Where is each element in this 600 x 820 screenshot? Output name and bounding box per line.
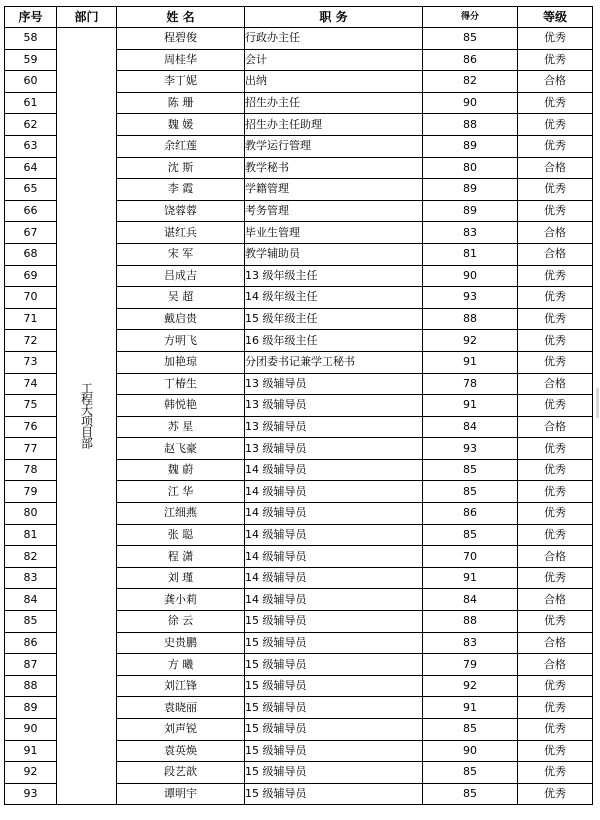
grade: 优秀: [518, 351, 593, 373]
row-number: 73: [5, 351, 57, 373]
person-name: 加艳琼: [117, 351, 245, 373]
person-name: 段艺歆: [117, 762, 245, 784]
score: 88: [423, 114, 518, 136]
row-number: 81: [5, 524, 57, 546]
score: 70: [423, 546, 518, 568]
score: 89: [423, 200, 518, 222]
grade: 优秀: [518, 762, 593, 784]
person-name: 韩悦艳: [117, 395, 245, 417]
job-title: 14 级辅导员: [245, 481, 423, 503]
score: 88: [423, 611, 518, 633]
person-name: 徐 云: [117, 611, 245, 633]
job-title: 14 级辅导员: [245, 567, 423, 589]
header-title: 职 务: [245, 7, 423, 28]
score: 85: [423, 524, 518, 546]
score: 85: [423, 459, 518, 481]
grade: 优秀: [518, 438, 593, 460]
grade: 优秀: [518, 567, 593, 589]
row-number: 93: [5, 783, 57, 805]
row-number: 76: [5, 416, 57, 438]
job-title: 13 级辅导员: [245, 373, 423, 395]
table-body: [5, 28, 593, 805]
score: 89: [423, 179, 518, 201]
row-number: 58: [5, 28, 57, 50]
score: 85: [423, 762, 518, 784]
person-name: 方明飞: [117, 330, 245, 352]
job-title: 16 级年级主任: [245, 330, 423, 352]
score: 78: [423, 373, 518, 395]
row-number: 66: [5, 200, 57, 222]
row-number: 64: [5, 157, 57, 179]
job-title: 毕业生管理: [245, 222, 423, 244]
department-label: 工程大项目部: [79, 381, 94, 448]
score: 86: [423, 49, 518, 71]
score: 85: [423, 783, 518, 805]
job-title: 考务管理: [245, 200, 423, 222]
grade: 优秀: [518, 308, 593, 330]
score: 85: [423, 719, 518, 741]
score: 83: [423, 632, 518, 654]
person-name: 袁英焕: [117, 740, 245, 762]
person-name: 龚小莉: [117, 589, 245, 611]
person-name: 史贵鹏: [117, 632, 245, 654]
score: 93: [423, 438, 518, 460]
score: 85: [423, 481, 518, 503]
score: 89: [423, 135, 518, 157]
person-name: 李丁妮: [117, 71, 245, 93]
header-grade: 等级: [518, 7, 593, 28]
score: 92: [423, 675, 518, 697]
row-number: 84: [5, 589, 57, 611]
job-title: 14 级辅导员: [245, 459, 423, 481]
row-number: 87: [5, 654, 57, 676]
grade: 优秀: [518, 524, 593, 546]
job-title: 会计: [245, 49, 423, 71]
job-title: 13 级年级主任: [245, 265, 423, 287]
header-name: 姓 名: [117, 7, 245, 28]
grade: 优秀: [518, 611, 593, 633]
job-title: 15 级辅导员: [245, 654, 423, 676]
row-number: 78: [5, 459, 57, 481]
job-title: 行政办主任: [245, 28, 423, 50]
row-number: 68: [5, 243, 57, 265]
score: 85: [423, 28, 518, 50]
score: 82: [423, 71, 518, 93]
grade: 优秀: [518, 330, 593, 352]
row-number: 61: [5, 92, 57, 114]
score: 91: [423, 395, 518, 417]
grade: 优秀: [518, 740, 593, 762]
job-title: 13 级辅导员: [245, 438, 423, 460]
grade: 优秀: [518, 114, 593, 136]
grade: 优秀: [518, 675, 593, 697]
header-dept: 部门: [57, 7, 117, 28]
grade: 优秀: [518, 92, 593, 114]
grade: 优秀: [518, 265, 593, 287]
row-number: 85: [5, 611, 57, 633]
row-number: 86: [5, 632, 57, 654]
person-name: 刘声锐: [117, 719, 245, 741]
score: 81: [423, 243, 518, 265]
grade: 优秀: [518, 719, 593, 741]
job-title: 14 级辅导员: [245, 589, 423, 611]
table-header-row: [5, 7, 593, 28]
job-title: 15 级辅导员: [245, 719, 423, 741]
grade: 优秀: [518, 135, 593, 157]
person-name: 吴 超: [117, 287, 245, 309]
row-number: 77: [5, 438, 57, 460]
job-title: 教学秘书: [245, 157, 423, 179]
person-name: 谭明宇: [117, 783, 245, 805]
job-title: 出纳: [245, 71, 423, 93]
row-number: 89: [5, 697, 57, 719]
job-title: 13 级辅导员: [245, 416, 423, 438]
person-name: 吕成吉: [117, 265, 245, 287]
grade: 优秀: [518, 783, 593, 805]
grade: 合格: [518, 243, 593, 265]
row-number: 60: [5, 71, 57, 93]
row-number: 75: [5, 395, 57, 417]
grade: 合格: [518, 546, 593, 568]
grade: 优秀: [518, 481, 593, 503]
score: 79: [423, 654, 518, 676]
row-number: 82: [5, 546, 57, 568]
score: 93: [423, 287, 518, 309]
score: 83: [423, 222, 518, 244]
row-number: 65: [5, 179, 57, 201]
grade: 合格: [518, 589, 593, 611]
scrollbar-thumb[interactable]: [596, 388, 599, 418]
job-title: 15 级辅导员: [245, 740, 423, 762]
person-name: 沈 斯: [117, 157, 245, 179]
grade: 优秀: [518, 49, 593, 71]
job-title: 15 级辅导员: [245, 762, 423, 784]
grade: 合格: [518, 373, 593, 395]
row-number: 90: [5, 719, 57, 741]
row-number: 59: [5, 49, 57, 71]
person-name: 饶蓉蓉: [117, 200, 245, 222]
grade: 优秀: [518, 697, 593, 719]
job-title: 15 级辅导员: [245, 697, 423, 719]
person-name: 宋 军: [117, 243, 245, 265]
person-name: 袁晓丽: [117, 697, 245, 719]
grade: 合格: [518, 157, 593, 179]
score: 90: [423, 265, 518, 287]
job-title: 15 级年级主任: [245, 308, 423, 330]
person-name: 李 霞: [117, 179, 245, 201]
job-title: 15 级辅导员: [245, 783, 423, 805]
job-title: 15 级辅导员: [245, 675, 423, 697]
job-title: 学籍管理: [245, 179, 423, 201]
person-name: 周桂华: [117, 49, 245, 71]
person-name: 魏 媛: [117, 114, 245, 136]
job-title: 教学运行管理: [245, 135, 423, 157]
grade: 优秀: [518, 459, 593, 481]
job-title: 14 级辅导员: [245, 546, 423, 568]
score: 90: [423, 740, 518, 762]
person-name: 刘 瑾: [117, 567, 245, 589]
person-name: 戴启贵: [117, 308, 245, 330]
row-number: 69: [5, 265, 57, 287]
grade: 优秀: [518, 28, 593, 50]
grade: 合格: [518, 632, 593, 654]
score: 91: [423, 351, 518, 373]
person-name: 江 华: [117, 481, 245, 503]
person-name: 江细燕: [117, 503, 245, 525]
score: 92: [423, 330, 518, 352]
grade: 合格: [518, 416, 593, 438]
job-title: 14 级辅导员: [245, 524, 423, 546]
grade: 合格: [518, 71, 593, 93]
grade: 合格: [518, 654, 593, 676]
table-row: [5, 28, 593, 50]
person-name: 苏 星: [117, 416, 245, 438]
row-number: 63: [5, 135, 57, 157]
row-number: 71: [5, 308, 57, 330]
row-number: 72: [5, 330, 57, 352]
person-name: 谌红兵: [117, 222, 245, 244]
person-name: 陈 珊: [117, 92, 245, 114]
score: 90: [423, 92, 518, 114]
header-score: 得分: [423, 7, 518, 28]
grade: 优秀: [518, 287, 593, 309]
score: 91: [423, 567, 518, 589]
row-number: 67: [5, 222, 57, 244]
person-name: 赵飞豪: [117, 438, 245, 460]
score: 91: [423, 697, 518, 719]
score: 88: [423, 308, 518, 330]
person-name: 程 潇: [117, 546, 245, 568]
score: 84: [423, 416, 518, 438]
job-title: 分团委书记兼学工秘书: [245, 351, 423, 373]
grade: 合格: [518, 222, 593, 244]
grade: 优秀: [518, 395, 593, 417]
job-title: 14 级年级主任: [245, 287, 423, 309]
job-title: 招生办主任助理: [245, 114, 423, 136]
grade: 优秀: [518, 179, 593, 201]
row-number: 83: [5, 567, 57, 589]
job-title: 15 级辅导员: [245, 632, 423, 654]
staff-roster-table: [4, 6, 593, 805]
grade: 优秀: [518, 200, 593, 222]
department-cell: [57, 28, 117, 805]
score: 84: [423, 589, 518, 611]
person-name: 方 曦: [117, 654, 245, 676]
score: 80: [423, 157, 518, 179]
job-title: 13 级辅导员: [245, 395, 423, 417]
grade: 优秀: [518, 503, 593, 525]
row-number: 92: [5, 762, 57, 784]
score: 86: [423, 503, 518, 525]
row-number: 62: [5, 114, 57, 136]
row-number: 80: [5, 503, 57, 525]
person-name: 余红莲: [117, 135, 245, 157]
job-title: 教学辅助员: [245, 243, 423, 265]
row-number: 74: [5, 373, 57, 395]
job-title: 招生办主任: [245, 92, 423, 114]
row-number: 79: [5, 481, 57, 503]
person-name: 刘江锋: [117, 675, 245, 697]
row-number: 91: [5, 740, 57, 762]
header-no: 序号: [5, 7, 57, 28]
person-name: 张 聪: [117, 524, 245, 546]
person-name: 魏 蔚: [117, 459, 245, 481]
row-number: 88: [5, 675, 57, 697]
job-title: 15 级辅导员: [245, 611, 423, 633]
job-title: 14 级辅导员: [245, 503, 423, 525]
row-number: 70: [5, 287, 57, 309]
person-name: 丁椿生: [117, 373, 245, 395]
person-name: 程碧俊: [117, 28, 245, 50]
